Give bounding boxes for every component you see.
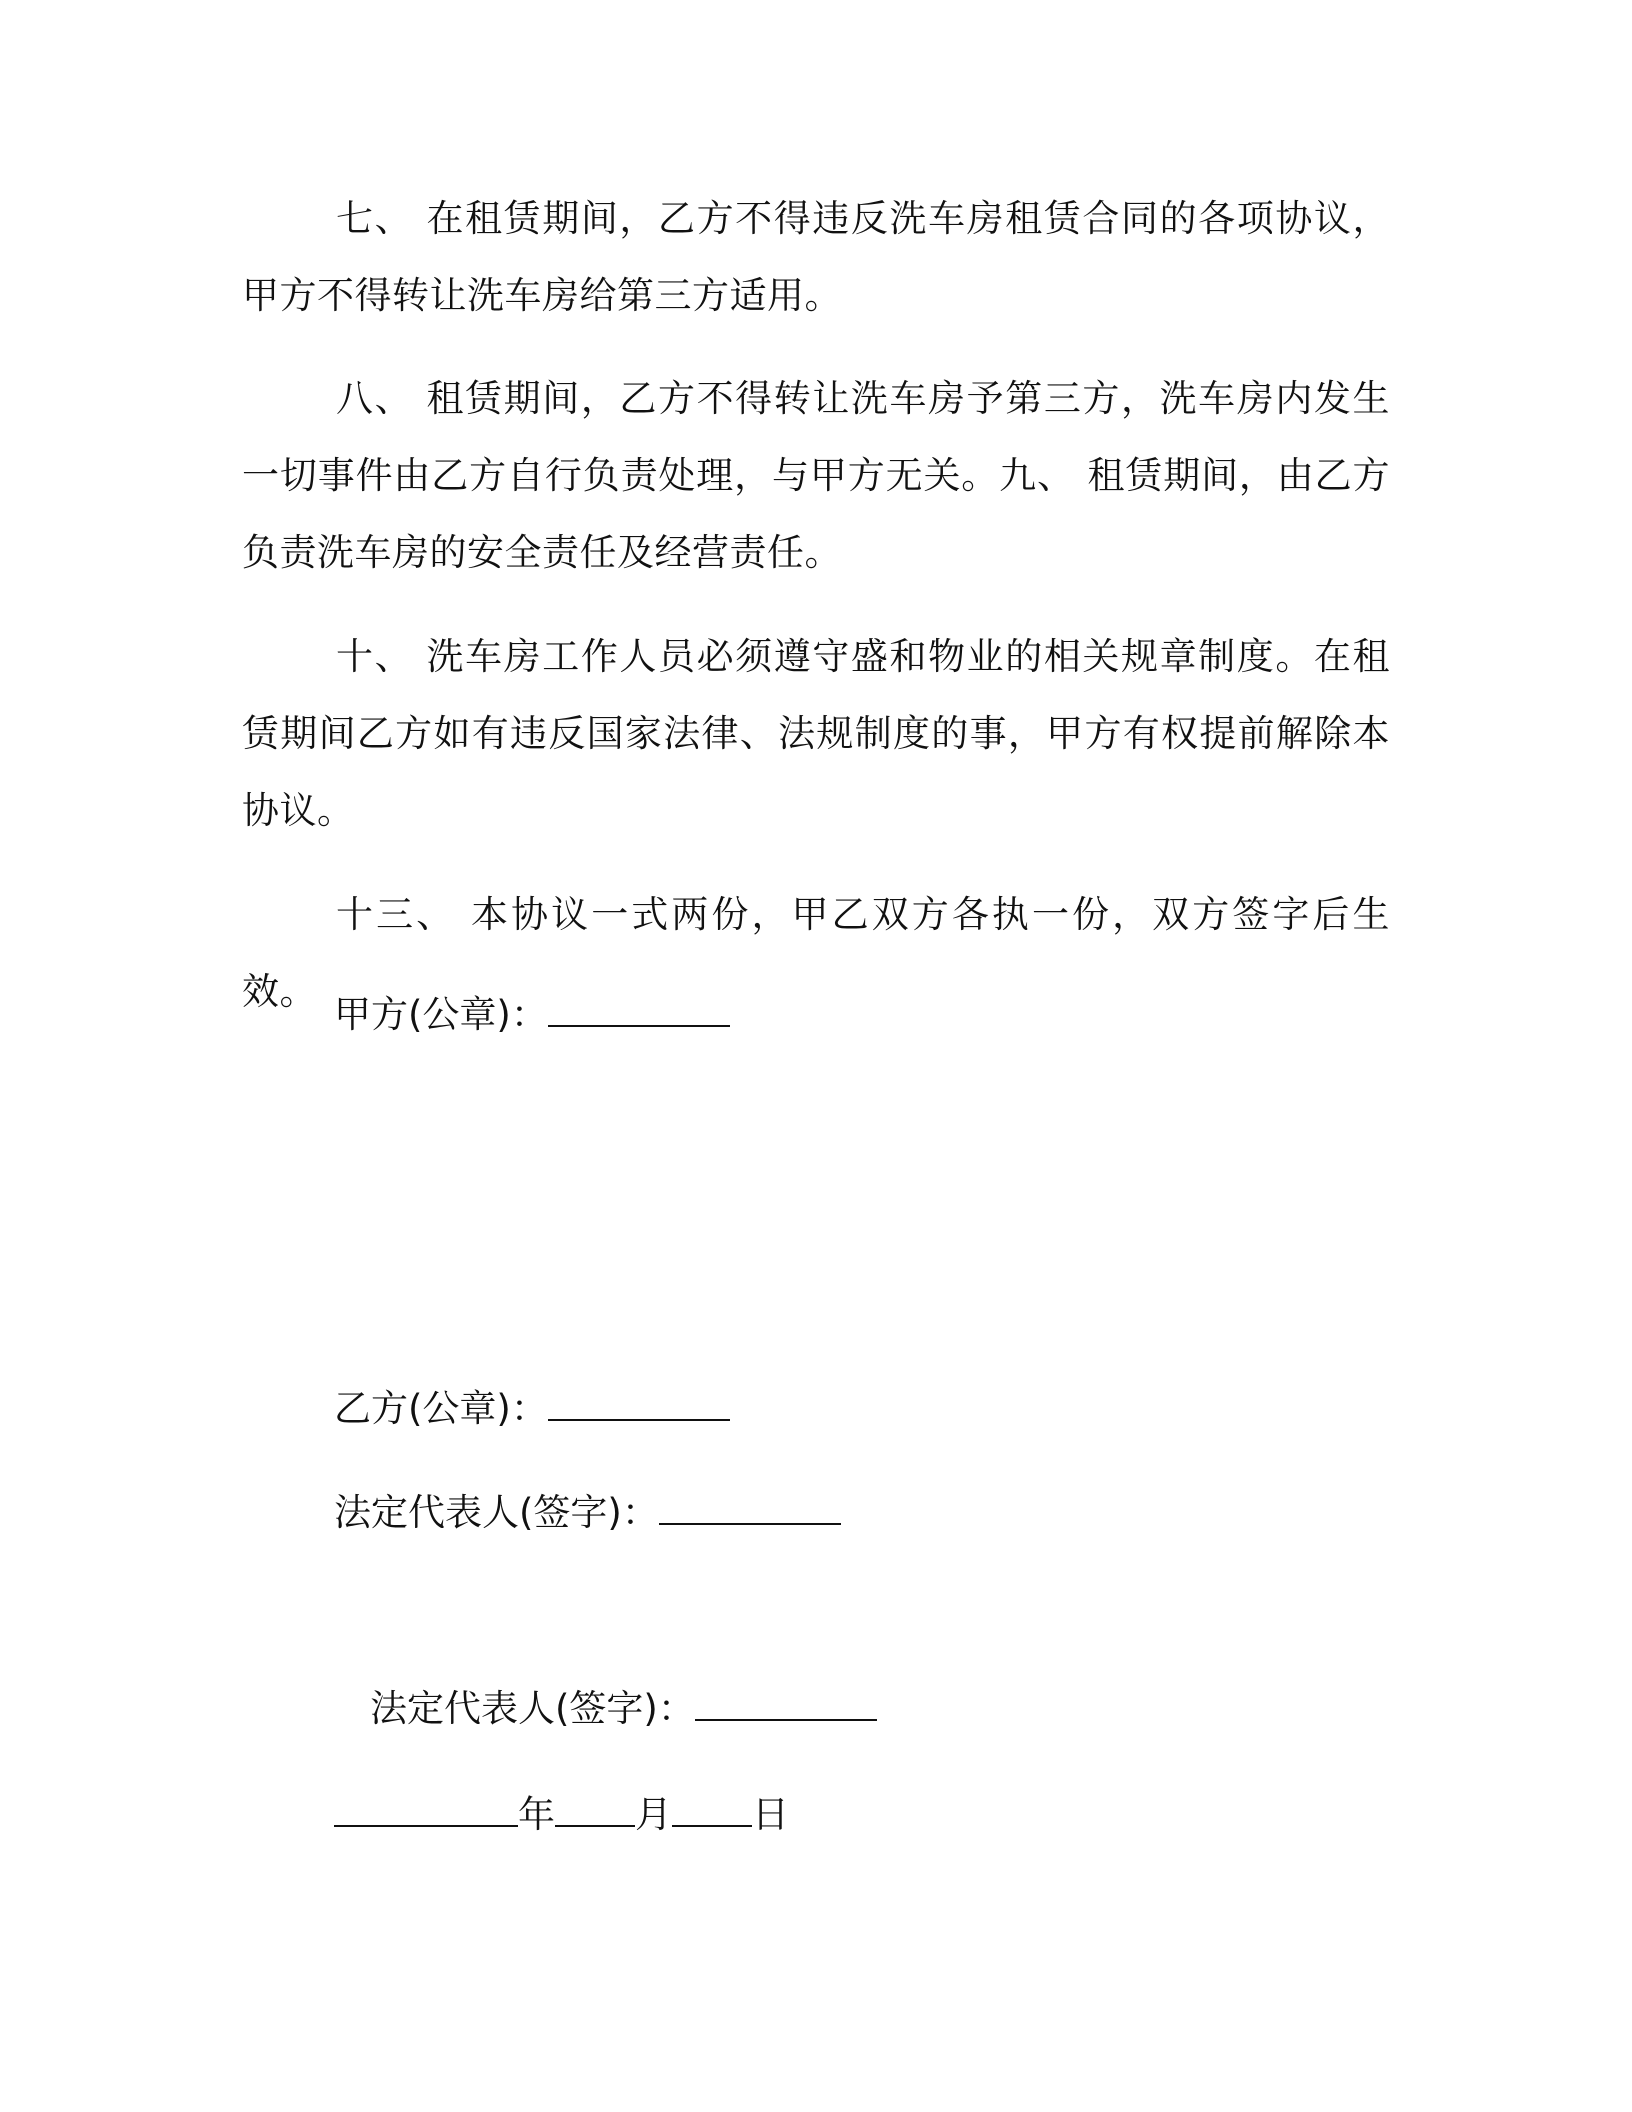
legal-rep-blank-2 bbox=[695, 1687, 877, 1721]
month-blank bbox=[555, 1793, 635, 1827]
party-a-signature-line bbox=[334, 990, 730, 1040]
date-year-label: 年 bbox=[518, 1793, 555, 1836]
date-line bbox=[334, 1790, 789, 1840]
clause-7: 七、 在租赁期间，乙方不得违反洗车房租赁合同的各项协议，甲方不得转让洗车房给第三方适用。 bbox=[242, 197, 1390, 317]
clause-8-9: 八、 租赁期间，乙方不得转让洗车房予第三方，洗车房内发生一切事件由乙方自行负责处理，与甲方无关。九、 租赁期间，由乙方负责洗车房的安全责任及经营责任。 bbox=[242, 377, 1390, 574]
party-b-signature-line bbox=[334, 1384, 730, 1434]
legal-rep-signature-line-1 bbox=[334, 1488, 841, 1538]
party-a-blank bbox=[548, 993, 730, 1027]
legal-rep-blank-1 bbox=[659, 1491, 841, 1525]
party-b-label: 乙方(公章)： bbox=[334, 1387, 548, 1430]
legal-rep-label-1: 法定代表人(签字)： bbox=[334, 1491, 659, 1534]
legal-rep-signature-line-2 bbox=[370, 1684, 877, 1734]
clause-13: 十三、 本协议一式两份，甲乙双方各执一份，双方签字后生效。 bbox=[242, 893, 1390, 1013]
year-blank bbox=[334, 1793, 518, 1827]
legal-rep-label-2: 法定代表人(签字)： bbox=[370, 1687, 695, 1730]
day-blank bbox=[672, 1793, 752, 1827]
party-a-label: 甲方(公章)： bbox=[334, 993, 548, 1036]
date-month-label: 月 bbox=[635, 1793, 672, 1836]
date-day-label: 日 bbox=[752, 1793, 789, 1836]
party-b-blank bbox=[548, 1387, 730, 1421]
clause-10: 十、 洗车房工作人员必须遵守盛和物业的相关规章制度。在租赁期间乙方如有违反国家法律、法规制度的事，甲方有权提前解除本协议。 bbox=[242, 635, 1390, 832]
